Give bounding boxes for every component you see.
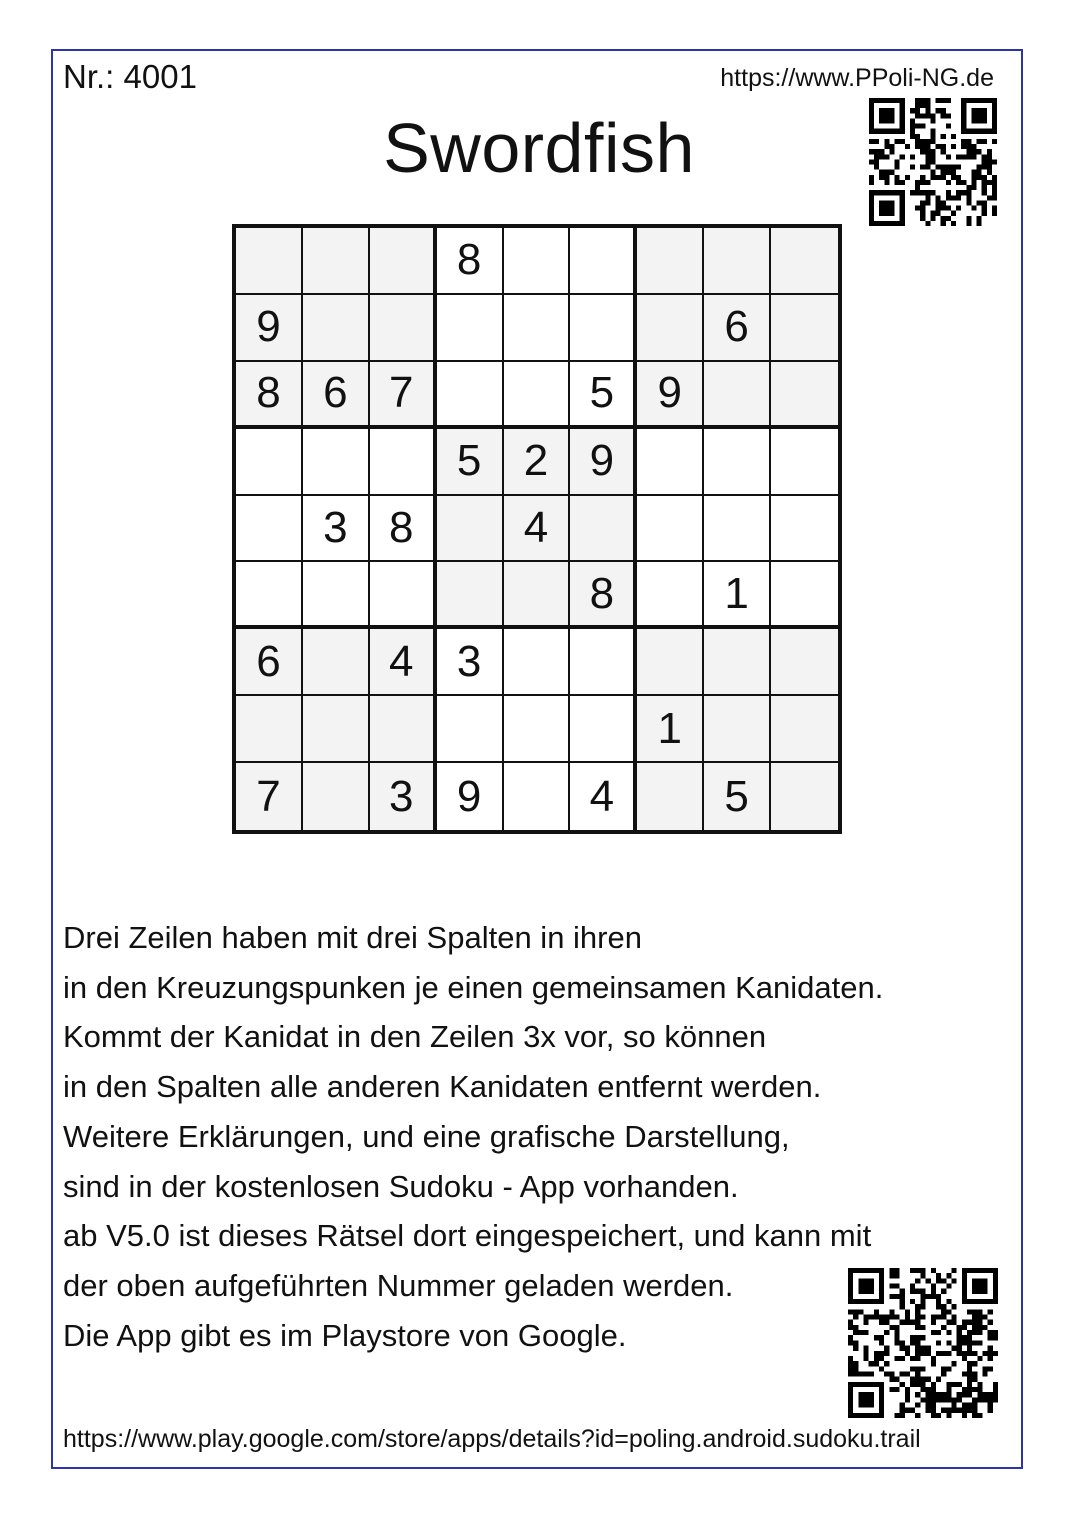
sudoku-cell — [637, 763, 704, 830]
sudoku-cell: 5 — [437, 429, 504, 496]
sudoku-cell — [704, 696, 771, 763]
sudoku-cell: 5 — [570, 362, 637, 429]
sudoku-cell: 7 — [236, 763, 303, 830]
sudoku-cell — [303, 562, 370, 629]
sudoku-cell — [504, 696, 571, 763]
sudoku-cell: 6 — [236, 629, 303, 696]
sudoku-cell — [504, 295, 571, 362]
description-line: Die App gibt es im Playstore von Google. — [63, 1317, 627, 1353]
sudoku-cell: 3 — [303, 496, 370, 563]
sudoku-cell — [704, 629, 771, 696]
sudoku-cell — [570, 496, 637, 563]
sudoku-cell — [771, 763, 838, 830]
sudoku-cell — [771, 295, 838, 362]
sudoku-cell — [437, 496, 504, 563]
sudoku-cell — [303, 228, 370, 295]
sudoku-cell: 8 — [437, 228, 504, 295]
sudoku-cell — [370, 228, 437, 295]
sudoku-cell — [236, 696, 303, 763]
qr-code-icon-playstore[interactable] — [847, 1268, 999, 1418]
website-url[interactable]: https://www.PPoli-NG.de — [720, 64, 994, 92]
sudoku-cell — [771, 562, 838, 629]
sudoku-cell: 9 — [236, 295, 303, 362]
description-line: Kommt der Kanidat in den Zeilen 3x vor, so können — [63, 1019, 767, 1055]
sudoku-cell: 3 — [437, 629, 504, 696]
sudoku-cell — [704, 228, 771, 295]
sudoku-cell — [437, 696, 504, 763]
sudoku-cell — [303, 429, 370, 496]
description-line: Drei Zeilen haben mit drei Spalten in ihren — [63, 920, 642, 955]
sudoku-cell: 3 — [370, 763, 437, 830]
sudoku-cell — [504, 228, 571, 295]
description-line: in den Spalten alle anderen Kanidaten entfernt werden. — [63, 1069, 822, 1105]
sudoku-cell — [236, 228, 303, 295]
sudoku-cell: 6 — [704, 295, 771, 362]
sudoku-cell — [771, 228, 838, 295]
sudoku-cell: 8 — [236, 362, 303, 429]
sudoku-cell — [370, 562, 437, 629]
sudoku-cell — [637, 429, 704, 496]
sudoku-cell — [504, 562, 571, 629]
sudoku-cell: 7 — [370, 362, 437, 429]
sudoku-cell — [437, 295, 504, 362]
sudoku-cell — [570, 228, 637, 295]
sudoku-cell — [437, 562, 504, 629]
description-line: ab V5.0 ist dieses Rätsel dort eingespeichert, und kann mit — [63, 1218, 872, 1254]
sudoku-cell: 1 — [637, 696, 704, 763]
sudoku-cell: 8 — [570, 562, 637, 629]
sudoku-cell — [771, 696, 838, 763]
sudoku-cell: 4 — [570, 763, 637, 830]
sudoku-cell — [303, 763, 370, 830]
sudoku-cell — [437, 362, 504, 429]
sudoku-cell: 4 — [504, 496, 571, 563]
sudoku-cell — [303, 295, 370, 362]
sudoku-cell — [771, 629, 838, 696]
page-title: Swordfish — [383, 109, 695, 187]
sudoku-cell — [236, 562, 303, 629]
sudoku-cell — [704, 362, 771, 429]
sudoku-cell — [303, 696, 370, 763]
sudoku-cell — [370, 696, 437, 763]
sudoku-cell — [704, 496, 771, 563]
sudoku-cell — [637, 295, 704, 362]
sudoku-cell — [504, 629, 571, 696]
sudoku-cell: 9 — [437, 763, 504, 830]
sudoku-cell — [570, 696, 637, 763]
sudoku-cell — [637, 228, 704, 295]
sudoku-cell: 4 — [370, 629, 437, 696]
sudoku-cell — [303, 629, 370, 696]
sudoku-cell — [236, 496, 303, 563]
sudoku-cell — [570, 295, 637, 362]
sudoku-cell — [771, 496, 838, 563]
sudoku-cell — [637, 562, 704, 629]
description-line: Weitere Erklärungen, und eine grafische Darstellung, — [63, 1118, 790, 1154]
sudoku-cell: 9 — [570, 429, 637, 496]
sudoku-cell — [370, 429, 437, 496]
sudoku-grid — [232, 224, 842, 834]
sudoku-cell: 1 — [704, 562, 771, 629]
sudoku-cell: 8 — [370, 496, 437, 563]
description — [63, 913, 883, 1360]
playstore-url[interactable]: https://www.play.google.com/store/apps/details?id=poling.android.sudoku.trail — [63, 1425, 921, 1453]
sudoku-cell — [570, 629, 637, 696]
description-line: in den Kreuzungspunken je einen gemeinsamen Kanidaten. — [63, 969, 884, 1005]
description-line: sind in der kostenlosen Sudoku - App vorhanden. — [63, 1168, 739, 1204]
sudoku-cell — [504, 362, 571, 429]
sudoku-cell — [637, 496, 704, 563]
sudoku-cell — [704, 429, 771, 496]
sudoku-cell — [771, 362, 838, 429]
qr-code-icon-website[interactable] — [868, 98, 998, 226]
puzzle-number: Nr.: 4001 — [63, 58, 197, 95]
sudoku-cell — [370, 295, 437, 362]
sudoku-cell — [504, 763, 571, 830]
sudoku-cell: 9 — [637, 362, 704, 429]
sudoku-cell — [236, 429, 303, 496]
description-line: der oben aufgeführten Nummer geladen werden. — [63, 1267, 734, 1303]
sudoku-cell: 5 — [704, 763, 771, 830]
sudoku-cell — [771, 429, 838, 496]
sudoku-cell — [637, 629, 704, 696]
sudoku-cell: 6 — [303, 362, 370, 429]
sudoku-cell: 2 — [504, 429, 571, 496]
